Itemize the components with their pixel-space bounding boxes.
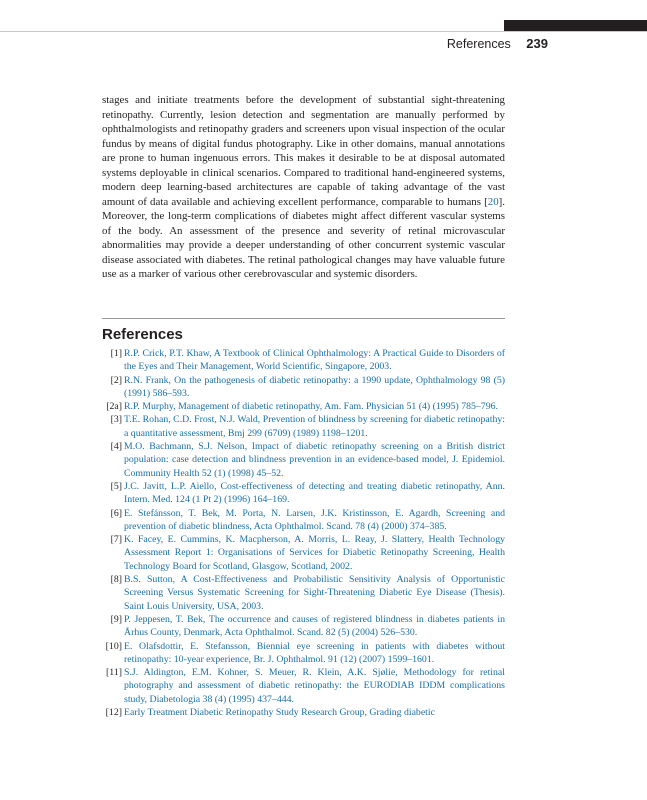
reference-label: [9] [110,613,122,625]
body-text-part-2: ]. Moreover, the long-term complications of diabetes might affect different vascular systems of the body. An assessment of the presence and severity of retinal microvascular abnormalities may provide a deeper understanding of other concurrent systemic vascular disease associated with diabetes. The retinal pathological changes may have valuable future use as a marker of various other cerebrovascular and systemic disorders. [102,195,505,280]
reference-link[interactable]: R.P. Crick, P.T. Khaw, A Textbook of Clinical Ophthalmology: A Practical Guide to Disorders of the Eyes and Their Management, World Scientific, Singapore, 2003. [124,348,505,373]
body-paragraph [102,93,505,282]
reference-label: [2a] [106,401,122,413]
reference-item [102,374,505,401]
reference-link[interactable]: T.E. Rohan, C.D. Frost, N.J. Wald, Prevention of blindness by screening for diabetic retinopathy: a quantitative assessment, Bmj 299 (6709) (1989) 1198–1201. [124,414,505,439]
reference-link[interactable]: R.N. Frank, On the pathogenesis of diabetic retinopathy: a 1990 update, Ophthalmology 98 (5) (1991) 586–593. [124,374,505,399]
reference-label: [8] [110,574,122,586]
section-rule [102,318,505,319]
reference-label: [12] [105,707,122,719]
reference-item [102,347,505,374]
reference-link[interactable]: B.S. Sutton, A Cost-Effectiveness and Probabilistic Sensitivity Analysis of Opportunistic Screening Versus Systematic Screening for Sight-Threatening Diabetic Eye Disease (Thesis). Saint Louis University, USA, 2003. [124,574,505,612]
reference-item [102,573,505,613]
body-text-part-1: stages and initiate treatments before the development of substantial sight-threatening retinopathy. Currently, lesion detection and segmentation are manually performed by ophthalmologists and retinopathy graders and screeners upon visual inspection of the ocular fundus by means of digital fundus photography. Like in other domains, manual annotations are prone to human ingenuous errors. This makes it desirable to be at disposal automated systems deployable in clinical scenarios. Compared to traditional hand-engineered systems, modern deep learning-based architectures are capable of taking advantage of the vast amount of data available and achieving excellent performance, comparable to humans [ [102,94,505,208]
page-number: 239 [526,36,548,51]
header-rule [0,31,647,32]
reference-item [102,640,505,667]
reference-link[interactable]: R.P. Murphy, Management of diabetic retinopathy, Am. Fam. Physician 51 (4) (1995) 785–796. [124,401,498,413]
reference-item [102,666,505,706]
reference-item [102,413,505,440]
reference-link[interactable]: P. Jeppesen, T. Bek, The occurrence and causes of registered blindness in diabetes patients in Århus County, Denmark, Acta Ophthalmol. Scand. 82 (5) (2004) 526–530. [124,613,505,639]
reference-label: [6] [110,507,122,519]
reference-label: [7] [110,534,122,546]
reference-item [102,440,505,480]
reference-label: [11] [106,667,122,679]
reference-link[interactable]: K. Facey, E. Cummins, K. Macpherson, A. Morris, L. Reay, J. Slattery, Health Technology Assessment Report 1: Organisations of Services for Diabetic Retinopathy Screening, Health Technology Board for Scotland, Glasgow, Scotland, 2002. [124,534,505,572]
reference-item [102,533,505,573]
reference-item [102,400,505,413]
reference-link[interactable]: E. Olafsdottir, E. Stefansson, Biennial eye screening in patients with diabetes without retinopathy: 10-year experience, Br. J. Ophthalmol. 91 (12) (2007) 1599–1601. [124,640,505,665]
running-head [447,36,548,51]
reference-label: [10] [105,640,122,652]
reference-item [102,480,505,507]
reference-list [102,347,505,719]
reference-label: [4] [110,441,122,453]
reference-link[interactable]: E. Stefánsson, T. Bek, M. Porta, N. Larsen, J.K. Kristinsson, E. Agardh, Screening and prevention of diabetic blindness, Acta Ophthalmol. Scand. 78 (4) (2000) 374–385. [124,507,505,532]
citation-link[interactable]: 20 [487,195,499,208]
reference-link[interactable]: J.C. Javitt, L.P. Aiello, Cost-effectiveness of detecting and treating diabetic retinopathy, Ann. Intern. Med. 124 (1 Pt 2) (1996) 164–169. [124,480,505,506]
header-bar [504,20,647,31]
reference-link[interactable]: S.J. Aldington, E.M. Kohner, S. Meuer, R. Klein, A.K. Sjølie, Methodology for retinal photography and assessment of diabetic retinopathy: the EURODIAB IDDM complications study, Diabetologia 38 (4) (1995) 437–444. [124,667,505,705]
reference-label: [3] [110,414,122,426]
reference-item [102,613,505,640]
reference-label: [1] [110,348,122,359]
reference-link[interactable]: Early Treatment Diabetic Retinopathy Study Research Group, Grading diabetic [124,707,435,719]
reference-label: [2] [110,374,122,386]
reference-link[interactable]: M.O. Bachmann, S.J. Nelson, Impact of diabetic retinopathy screening on a British district population: case detection and blindness prevention in an evidence-based model, J. Epidemiol. Community Health 52 (1) (1998) 45–52. [124,441,505,479]
reference-label: [5] [110,480,122,492]
running-head-title: References [446,37,511,51]
reference-item [102,706,505,719]
reference-item [102,507,505,534]
references-heading: References [102,326,183,343]
